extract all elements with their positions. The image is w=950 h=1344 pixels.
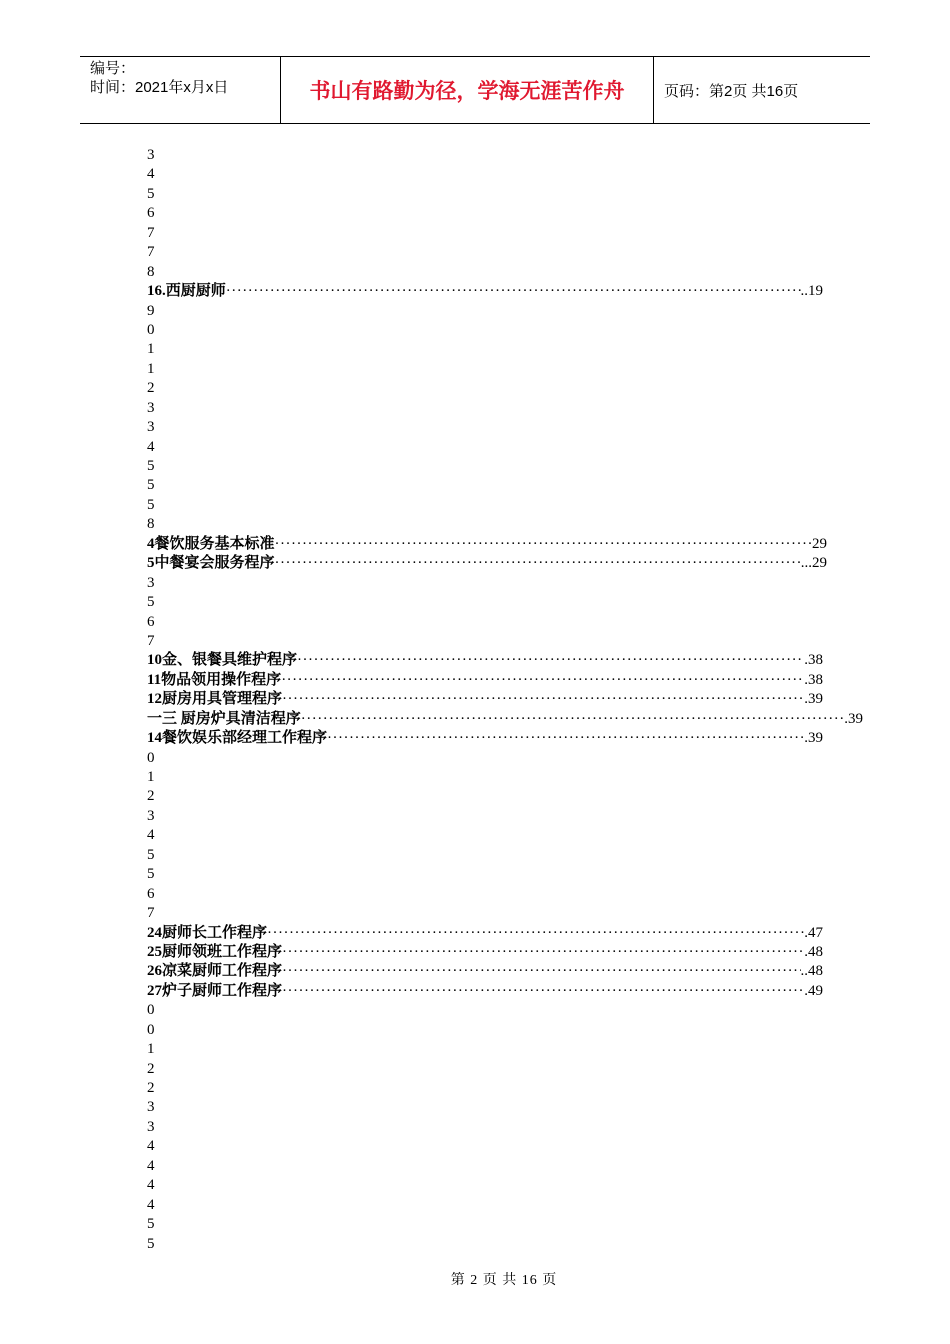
toc-fragment: 2 (147, 1060, 155, 1077)
toc-fragment: 5 (147, 496, 155, 513)
toc-fragment: 5 (147, 594, 155, 611)
toc-fragment: 4 (147, 827, 155, 844)
toc-fragment: 0 (147, 321, 155, 338)
toc-fragment: 1 (147, 769, 155, 785)
toc-fragment: 9 (147, 302, 155, 319)
toc-entry-page: .39 (804, 691, 823, 708)
toc-leader-dots (282, 690, 804, 709)
toc-entry-title: 24厨师长工作程序 (147, 924, 268, 941)
toc-fragment: 5 (147, 477, 155, 494)
toc-fragment: 1 (147, 360, 155, 377)
toc-fragment: 5 (147, 185, 155, 202)
toc-entry-title: 5中餐宴会服务程序 (147, 555, 275, 572)
toc-fragment: 3 (147, 399, 155, 416)
toc-leader-dots (282, 943, 804, 962)
toc-fragment: 7 (147, 632, 155, 649)
toc-fragment: 4 (147, 1138, 155, 1155)
toc-entry (147, 535, 827, 554)
page-header (80, 56, 870, 124)
toc-entry-title: 12厨房用具管理程序 (147, 691, 283, 708)
toc-leader-dots (327, 729, 804, 748)
toc-fragment: 3 (147, 807, 155, 824)
toc-leader-dots (281, 671, 804, 690)
toc-entry-page: .48 (804, 943, 823, 960)
toc-fragment: 0 (147, 1002, 155, 1019)
toc-fragment: 0 (147, 1021, 155, 1038)
toc-entry (147, 690, 823, 709)
toc-entry (147, 282, 823, 301)
toc-fragment: 4 (147, 1157, 155, 1174)
toc-fragment: 2 (147, 788, 155, 805)
toc-fragment: 3 (147, 1118, 155, 1135)
toc-entry-page: ...29 (800, 555, 827, 572)
toc-entry-page: .39 (804, 730, 823, 747)
toc-fragment: 4 (147, 1177, 155, 1194)
toc-leader-dots (267, 924, 804, 943)
toc-entry-title: 14餐饮娱乐部经理工作程序 (147, 730, 328, 747)
toc-fragment: 3 (147, 419, 155, 436)
toc-entry-page: 29 (812, 535, 827, 552)
toc-fragment: 7 (147, 224, 155, 241)
toc-entry-page: .38 (804, 652, 823, 669)
toc-fragment: 8 (147, 516, 155, 533)
toc-fragment: 3 (147, 147, 155, 163)
toc-entry-title: 4餐饮服务基本标准 (147, 535, 275, 552)
toc-leader-dots (301, 710, 844, 729)
toc-entry (147, 710, 863, 729)
toc-fragment: 5 (147, 1235, 155, 1252)
toc-leader-dots (275, 554, 801, 573)
header-motto: 书山有路勤为径，学海无涯苦作舟 (280, 57, 654, 123)
toc-entry-page: ..19 (800, 283, 823, 300)
toc-fragment: 4 (147, 438, 155, 455)
toc-entry (147, 982, 823, 1001)
toc-fragment: 5 (147, 866, 155, 883)
toc-entry-page: .47 (804, 924, 823, 941)
toc-entry-page: .39 (844, 710, 863, 727)
toc-entry-title: 一三 厨房炉具清洁程序 (147, 710, 301, 727)
table-of-contents (147, 146, 863, 1254)
toc-fragment: 0 (147, 749, 155, 766)
toc-leader-dots (297, 651, 804, 670)
toc-entry (147, 554, 827, 573)
toc-entry (147, 924, 823, 943)
toc-entry-title: 27炉子厨师工作程序 (147, 982, 283, 999)
toc-fragment: 7 (147, 244, 155, 261)
toc-entry-page: .38 (804, 671, 823, 688)
toc-fragment: 5 (147, 458, 155, 474)
toc-fragment: 1 (147, 341, 155, 358)
toc-entry-title: 10金、银餐具维护程序 (147, 652, 298, 669)
toc-entry-title: 11物品领用操作程序 (147, 671, 282, 688)
toc-entry (147, 651, 823, 670)
toc-entry (147, 962, 823, 981)
toc-fragment: 5 (147, 846, 155, 863)
toc-fragment: 3 (147, 574, 155, 591)
document-number-label: 编号： (90, 60, 136, 77)
header-meta (90, 59, 228, 97)
toc-entry (147, 671, 823, 690)
toc-entry-title: 26凉菜厨师工作程序 (147, 963, 283, 980)
page-footer: 第 2 页 共 16 页 (450, 1273, 558, 1288)
toc-leader-dots (275, 535, 812, 554)
toc-entry (147, 943, 823, 962)
toc-fragment: 6 (147, 885, 155, 902)
toc-fragment: 5 (147, 1216, 155, 1233)
toc-fragment: 4 (147, 1196, 155, 1213)
toc-fragment: 2 (147, 1080, 155, 1096)
toc-entry-page: .49 (804, 982, 823, 999)
toc-fragment: 1 (147, 1041, 155, 1058)
toc-fragment: 6 (147, 205, 155, 222)
toc-fragment: 4 (147, 166, 155, 183)
toc-leader-dots (282, 982, 804, 1001)
toc-fragment: 2 (147, 380, 155, 397)
header-page-info: 页码：第2页 共16页 (664, 82, 799, 100)
toc-leader-dots (282, 962, 800, 981)
document-time-label: 时间：2021年x月x日 (90, 79, 229, 96)
toc-entry-title: 16.西厨厨师 (147, 283, 226, 300)
toc-fragment: 8 (147, 263, 155, 280)
toc-entry-title: 25厨师领班工作程序 (147, 943, 283, 960)
toc-entry-page: ..48 (800, 963, 823, 980)
toc-leader-dots (226, 282, 801, 301)
toc-fragment: 3 (147, 1099, 155, 1116)
toc-fragment: 6 (147, 613, 155, 630)
toc-fragment: 7 (147, 905, 155, 922)
toc-entry (147, 729, 823, 748)
